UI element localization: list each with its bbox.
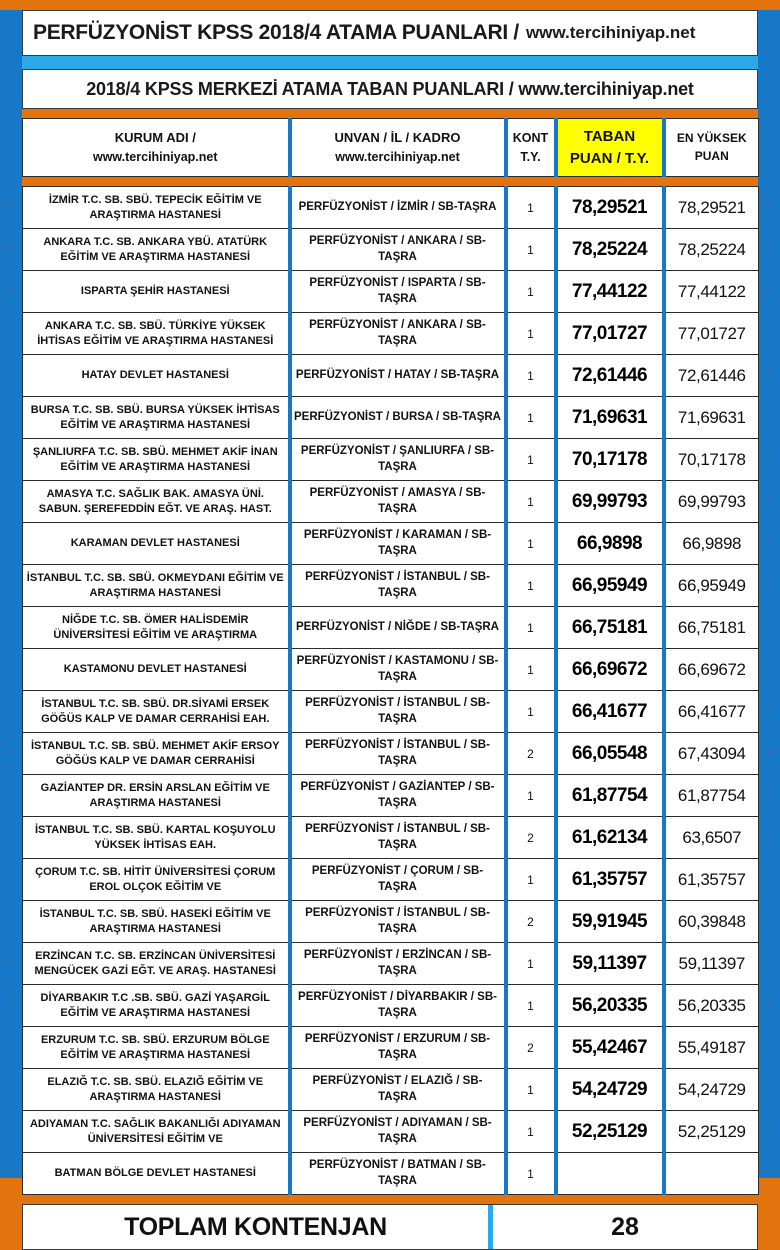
watermark-letter: w [7, 200, 15, 211]
left-watermark-letters [5, 185, 18, 1193]
watermark-letter: r [9, 452, 13, 463]
watermark-letter: TY [762, 1166, 776, 1177]
col-header-taban-puan [556, 119, 664, 177]
watermark-letter: i [767, 536, 771, 547]
cell-taban-puan: 66,95949 [556, 565, 664, 607]
col-header-kurum [23, 119, 290, 177]
cell-kurum-adi: ELAZIĞ T.C. SB. SBÜ. ELAZIĞ EĞİTİM VE ARAŞTIRMA HASTANESİ [23, 1069, 290, 1111]
table-row [23, 355, 759, 397]
orange-divider-band-top [22, 109, 758, 118]
watermark-letter: t [9, 998, 13, 1009]
cell-kontenjan: 1 [506, 859, 556, 901]
watermark-letter: c [8, 494, 14, 505]
cell-taban-puan: 77,44122 [556, 271, 664, 313]
table-row [23, 817, 759, 859]
cell-kurum-adi: İZMİR T.C. SB. SBÜ. TEPECİK EĞİTİM VE ARAŞTIRMA HASTANESİ [23, 187, 290, 229]
cell-en-yuksek-puan: 56,20335 [664, 985, 759, 1027]
watermark-letter: n [765, 662, 773, 673]
table-row [23, 187, 759, 229]
cyan-divider-band [22, 56, 758, 69]
table-row [23, 1027, 759, 1069]
cell-kontenjan: 1 [506, 565, 556, 607]
cell-taban-puan: 71,69631 [556, 397, 664, 439]
cell-en-yuksek-puan: 60,39848 [664, 901, 759, 943]
watermark-letter: a [8, 788, 14, 799]
table-header [22, 118, 759, 177]
watermark-letter: n [7, 662, 15, 673]
cell-unvan-il-kadro: PERFÜZYONİST / İSTANBUL / SB-TAŞRA [290, 901, 506, 943]
cell-unvan-il-kadro: PERFÜZYONİST / ADIYAMAN / SB-TAŞRA [290, 1111, 506, 1153]
cell-kontenjan: 1 [506, 397, 556, 439]
cell-en-yuksek-puan [664, 1153, 759, 1195]
table-row [23, 985, 759, 1027]
cell-kurum-adi: ŞANLIURFA T.C. SB. SBÜ. MEHMET AKİF İNAN EĞİTİM VE ARAŞTIRMA HASTANESİ [23, 439, 290, 481]
cell-en-yuksek-puan: 61,35757 [664, 859, 759, 901]
col-header-kontenjan-line1: KONT [512, 131, 549, 146]
cell-kurum-adi: ISPARTA ŞEHİR HASTANESİ [23, 271, 290, 313]
cell-taban-puan: 69,99793 [556, 481, 664, 523]
table-row [23, 1153, 759, 1195]
table-row [23, 901, 759, 943]
cell-unvan-il-kadro: PERFÜZYONİST / ÇORUM / SB-TAŞRA [290, 859, 506, 901]
cell-taban-puan [556, 1153, 664, 1195]
right-watermark-letters [763, 185, 776, 1193]
watermark-letter: T [7, 1082, 15, 1093]
cell-unvan-il-kadro: PERFÜZYONİST / AMASYA / SB-TAŞRA [290, 481, 506, 523]
cell-unvan-il-kadro: PERFÜZYONİST / BATMAN / SB-TAŞRA [290, 1153, 506, 1195]
cell-unvan-il-kadro: PERFÜZYONİST / İSTANBUL / SB-TAŞRA [290, 733, 506, 775]
cell-taban-puan: 59,11397 [556, 943, 664, 985]
watermark-letter: e [8, 956, 14, 967]
cell-en-yuksek-puan: 71,69631 [664, 397, 759, 439]
watermark-letter: p [7, 830, 15, 841]
page-title-url: www.tercihiniyap.net [525, 23, 696, 42]
cell-kurum-adi: ÇORUM T.C. SB. HİTİT ÜNİVERSİTESİ ÇORUM EROL OLÇOK EĞİTİM VE [23, 859, 290, 901]
cell-kurum-adi: ANKARA T.C. SB. SBÜ. TÜRKİYE YÜKSEK İHTİSAS EĞİTİM VE ARAŞTIRMA HASTANESİ [23, 313, 290, 355]
cell-kontenjan: 1 [506, 313, 556, 355]
cell-en-yuksek-puan: 66,41677 [664, 691, 759, 733]
cell-unvan-il-kadro: PERFÜZYONİST / BURSA / SB-TAŞRA [290, 397, 506, 439]
cell-taban-puan: 66,75181 [556, 607, 664, 649]
total-row [22, 1204, 758, 1250]
cell-kontenjan: 1 [506, 649, 556, 691]
col-header-unvan [290, 119, 506, 177]
left-watermark-strip [0, 10, 22, 1178]
cell-taban-puan: 66,69672 [556, 649, 664, 691]
cell-en-yuksek-puan: 63,6507 [664, 817, 759, 859]
cell-kontenjan: 2 [506, 901, 556, 943]
cell-en-yuksek-puan: 78,25224 [664, 229, 759, 271]
cell-en-yuksek-puan: 52,25129 [664, 1111, 759, 1153]
cell-kurum-adi: GAZİANTEP DR. ERSİN ARSLAN EĞİTİM VE ARAŞTIRMA HASTANESİ [23, 775, 290, 817]
table-row [23, 397, 759, 439]
total-value: 28 [611, 1212, 639, 1241]
cell-unvan-il-kadro: PERFÜZYONİST / İZMİR / SB-TAŞRA [290, 187, 506, 229]
watermark-letter: TY [4, 1166, 18, 1177]
col-header-enyuksek-line2: PUAN [694, 148, 729, 163]
col-header-kontenjan [506, 119, 556, 177]
cell-en-yuksek-puan: 66,75181 [664, 607, 759, 649]
page-title: PERFÜZYONİST KPSS 2018/4 ATAMA PUANLARI / [33, 21, 519, 44]
watermark-letter: w [765, 200, 773, 211]
cell-kurum-adi: ERZURUM T.C. SB. SBÜ. ERZURUM BÖLGE EĞİTİM VE ARAŞTIRMA HASTANESİ [23, 1027, 290, 1069]
cell-en-yuksek-puan: 67,43094 [664, 733, 759, 775]
right-watermark-strip [758, 10, 780, 1178]
cell-unvan-il-kadro: PERFÜZYONİST / İSTANBUL / SB-TAŞRA [290, 817, 506, 859]
watermark-letter: e [766, 410, 772, 421]
cell-kurum-adi: İSTANBUL T.C. SB. SBÜ. MEHMET AKİF ERSOY GÖĞÜS KALP VE DAMAR CERRAHİSİ [23, 733, 290, 775]
cell-taban-puan: 78,29521 [556, 187, 664, 229]
cell-kontenjan: 1 [506, 229, 556, 271]
cell-taban-puan: 61,62134 [556, 817, 664, 859]
cell-kontenjan: 1 [506, 271, 556, 313]
cell-kurum-adi: İSTANBUL T.C. SB. SBÜ. HASEKİ EĞİTİM VE ARAŞTIRMA HASTANESİ [23, 901, 290, 943]
orange-divider-band-bottom [22, 1195, 758, 1204]
watermark-letter: t [767, 368, 771, 379]
cell-en-yuksek-puan: 70,17178 [664, 439, 759, 481]
cell-kurum-adi: DİYARBAKIR T.C .SB. SBÜ. GAZİ YAŞARGİL EĞİTİM VE ARAŞTIRMA HASTANESİ [23, 985, 290, 1027]
cell-en-yuksek-puan: 55,49187 [664, 1027, 759, 1069]
cell-en-yuksek-puan: 78,29521 [664, 187, 759, 229]
cell-kontenjan: 1 [506, 355, 556, 397]
cell-taban-puan: 52,25129 [556, 1111, 664, 1153]
cell-kontenjan: 2 [506, 1027, 556, 1069]
cell-kontenjan: 1 [506, 775, 556, 817]
cell-kurum-adi: NİĞDE T.C. SB. ÖMER HALİSDEMİR ÜNİVERSİTESİ EĞİTİM VE ARAŞTIRMA [23, 607, 290, 649]
cell-kontenjan: 1 [506, 481, 556, 523]
cell-kontenjan: 1 [506, 1153, 556, 1195]
cell-unvan-il-kadro: PERFÜZYONİST / İSTANBUL / SB-TAŞRA [290, 565, 506, 607]
cell-en-yuksek-puan: 59,11397 [664, 943, 759, 985]
cell-kurum-adi: ERZİNCAN T.C. SB. ERZİNCAN ÜNİVERSİTESİ MENGÜCEK GAZİ EĞT. VE ARAŞ. HASTANESİ [23, 943, 290, 985]
watermark-letter: e [766, 956, 772, 967]
cell-kurum-adi: ADIYAMAN T.C. SAĞLIK BAKANLIĞI ADIYAMAN ÜNİVERSİTESİ EĞİTİM VE [23, 1111, 290, 1153]
cell-taban-puan: 77,01727 [556, 313, 664, 355]
cell-kurum-adi: İSTANBUL T.C. SB. SBÜ. DR.SİYAMİ ERSEK GÖĞÜS KALP VE DAMAR CERRAHİSİ EAH. [23, 691, 290, 733]
cell-kontenjan: 1 [506, 439, 556, 481]
watermark-letter: . [767, 326, 771, 337]
cell-taban-puan: 78,25224 [556, 229, 664, 271]
cell-unvan-il-kadro: PERFÜZYONİST / DİYARBAKIR / SB-TAŞRA [290, 985, 506, 1027]
table-row [23, 523, 759, 565]
cell-kurum-adi: İSTANBUL T.C. SB. SBÜ. KARTAL KOŞUYOLU YÜKSEK İHTİSAS EAH. [23, 817, 290, 859]
total-label: TOPLAM KONTENJAN [124, 1212, 387, 1241]
watermark-letter: Y [7, 1124, 15, 1135]
cell-unvan-il-kadro: PERFÜZYONİST / NİĞDE / SB-TAŞRA [290, 607, 506, 649]
cell-kontenjan: 1 [506, 943, 556, 985]
cell-taban-puan: 66,41677 [556, 691, 664, 733]
watermark-letter: w [765, 242, 773, 253]
cell-unvan-il-kadro: PERFÜZYONİST / İSTANBUL / SB-TAŞRA [290, 691, 506, 733]
watermark-letter: h [7, 578, 15, 589]
cell-kontenjan: 1 [506, 187, 556, 229]
content-column [22, 10, 758, 1250]
watermark-letter: w [765, 284, 773, 295]
watermark-letter: e [8, 410, 14, 421]
cell-kurum-adi: ANKARA T.C. SB. ANKARA YBÜ. ATATÜRK EĞİTİM VE ARAŞTIRMA HASTANESİ [23, 229, 290, 271]
watermark-letter: . [9, 872, 13, 883]
cell-taban-puan: 70,17178 [556, 439, 664, 481]
table-row [23, 607, 759, 649]
watermark-letter: . [9, 326, 13, 337]
table-row [23, 733, 759, 775]
cell-kontenjan: 1 [506, 1069, 556, 1111]
cell-kurum-adi: KARAMAN DEVLET HASTANESİ [23, 523, 290, 565]
table-row [23, 565, 759, 607]
watermark-letter: i [9, 620, 13, 631]
watermark-letter: Y [765, 1124, 773, 1135]
watermark-letter: n [7, 914, 15, 925]
cell-unvan-il-kadro: PERFÜZYONİST / ANKARA / SB-TAŞRA [290, 229, 506, 271]
cell-taban-puan: 61,35757 [556, 859, 664, 901]
cell-kontenjan: 1 [506, 523, 556, 565]
table-row [23, 859, 759, 901]
watermark-letter: i [9, 704, 13, 715]
cell-taban-puan: 54,24729 [556, 1069, 664, 1111]
cell-kurum-adi: İSTANBUL T.C. SB. SBÜ. OKMEYDANI EĞİTİM VE ARAŞTIRMA HASTANESİ [23, 565, 290, 607]
cell-en-yuksek-puan: 54,24729 [664, 1069, 759, 1111]
watermark-letter: w [7, 242, 15, 253]
cell-kurum-adi: BATMAN BÖLGE DEVLET HASTANESİ [23, 1153, 290, 1195]
page-title-bar [22, 10, 758, 56]
col-header-kurum-line1: KURUM ADI / [114, 130, 196, 146]
cell-kontenjan: 1 [506, 607, 556, 649]
cell-kurum-adi: KASTAMONU DEVLET HASTANESİ [23, 649, 290, 691]
cell-unvan-il-kadro: PERFÜZYONİST / KASTAMONU / SB-TAŞRA [290, 649, 506, 691]
table-row [23, 439, 759, 481]
table-row [23, 271, 759, 313]
watermark-letter: t [9, 368, 13, 379]
watermark-letter: i [9, 536, 13, 547]
watermark-letter: h [765, 578, 773, 589]
cell-kontenjan: 2 [506, 817, 556, 859]
cell-en-yuksek-puan: 66,69672 [664, 649, 759, 691]
cell-en-yuksek-puan: 66,95949 [664, 565, 759, 607]
page-subtitle-bar [22, 69, 758, 109]
cell-taban-puan: 56,20335 [556, 985, 664, 1027]
cell-kontenjan: 2 [506, 733, 556, 775]
cell-taban-puan: 59,91945 [556, 901, 664, 943]
watermark-letter: w [7, 284, 15, 295]
table-row [23, 229, 759, 271]
col-header-kurum-line2: www.tercihiniyap.net [92, 149, 218, 164]
table-row [23, 481, 759, 523]
cell-taban-puan: 55,42467 [556, 1027, 664, 1069]
cell-kontenjan: 1 [506, 985, 556, 1027]
cell-taban-puan: 66,9898 [556, 523, 664, 565]
cell-taban-puan: 61,87754 [556, 775, 664, 817]
watermark-letter: p [765, 830, 773, 841]
cell-unvan-il-kadro: PERFÜZYONİST / ISPARTA / SB-TAŞRA [290, 271, 506, 313]
table-body [23, 187, 759, 1195]
watermark-letter: . [767, 872, 771, 883]
watermark-letter: y [8, 746, 14, 757]
watermark-letter: r [767, 452, 771, 463]
watermark-letter: y [766, 746, 772, 757]
col-header-taban-line2: PUAN / T.Y. [569, 149, 650, 167]
watermark-letter [5, 1025, 18, 1067]
cell-en-yuksek-puan: 77,01727 [664, 313, 759, 355]
cell-taban-puan: 66,05548 [556, 733, 664, 775]
col-header-kontenjan-line2: T.Y. [520, 149, 541, 164]
table-row [23, 649, 759, 691]
cell-en-yuksek-puan: 77,44122 [664, 271, 759, 313]
table-row [23, 691, 759, 733]
cell-unvan-il-kadro: PERFÜZYONİST / ANKARA / SB-TAŞRA [290, 313, 506, 355]
col-header-unvan-line2: www.tercihiniyap.net [335, 149, 460, 164]
cell-kurum-adi: BURSA T.C. SB. SBÜ. BURSA YÜKSEK İHTİSAS EĞİTİM VE ARAŞTIRMA HASTANESİ [23, 397, 290, 439]
table-row [23, 313, 759, 355]
watermark-letter: n [765, 914, 773, 925]
cell-kontenjan: 1 [506, 1111, 556, 1153]
cell-kurum-adi: HATAY DEVLET HASTANESİ [23, 355, 290, 397]
cell-unvan-il-kadro: PERFÜZYONİST / KARAMAN / SB-TAŞRA [290, 523, 506, 565]
cell-kontenjan: 1 [506, 691, 556, 733]
cell-unvan-il-kadro: PERFÜZYONİST / GAZİANTEP / SB-TAŞRA [290, 775, 506, 817]
cell-unvan-il-kadro: PERFÜZYONİST / ERZİNCAN / SB-TAŞRA [290, 943, 506, 985]
watermark-letter: i [767, 620, 771, 631]
table-row [23, 943, 759, 985]
cell-unvan-il-kadro: PERFÜZYONİST / ŞANLIURFA / SB-TAŞRA [290, 439, 506, 481]
table-header-row [23, 119, 759, 177]
cell-en-yuksek-puan: 72,61446 [664, 355, 759, 397]
watermark-letter [763, 1025, 776, 1067]
table-row [23, 775, 759, 817]
cell-unvan-il-kadro: PERFÜZYONİST / ERZURUM / SB-TAŞRA [290, 1027, 506, 1069]
cell-en-yuksek-puan: 69,99793 [664, 481, 759, 523]
table-row [23, 1069, 759, 1111]
col-header-taban-line1: TABAN [583, 127, 636, 145]
col-header-enyuksek-line1: EN YÜKSEK [676, 131, 747, 146]
page-subtitle: 2018/4 KPSS MERKEZİ ATAMA TABAN PUANLARI / www.tercihiniyap.net [86, 78, 694, 99]
table-row [23, 1111, 759, 1153]
watermark-letter: c [766, 494, 772, 505]
watermark-letter: i [767, 704, 771, 715]
cell-unvan-il-kadro: PERFÜZYONİST / ELAZIĞ / SB-TAŞRA [290, 1069, 506, 1111]
cell-unvan-il-kadro: PERFÜZYONİST / HATAY / SB-TAŞRA [290, 355, 506, 397]
cell-en-yuksek-puan: 61,87754 [664, 775, 759, 817]
table-data [22, 186, 759, 1195]
watermark-letter: t [767, 998, 771, 1009]
col-header-unvan-line1: UNVAN / İL / KADRO [334, 130, 461, 146]
watermark-letter: a [766, 788, 772, 799]
col-header-en-yuksek-puan [664, 119, 759, 177]
cell-kurum-adi: AMASYA T.C. SAĞLIK BAK. AMASYA ÜNİ. SABUN. ŞEREFEDDİN EĞT. VE ARAŞ. HAST. [23, 481, 290, 523]
cell-en-yuksek-puan: 66,9898 [664, 523, 759, 565]
watermark-letter: T [765, 1082, 773, 1093]
cell-taban-puan: 72,61446 [556, 355, 664, 397]
orange-divider-band-mid [22, 177, 758, 186]
